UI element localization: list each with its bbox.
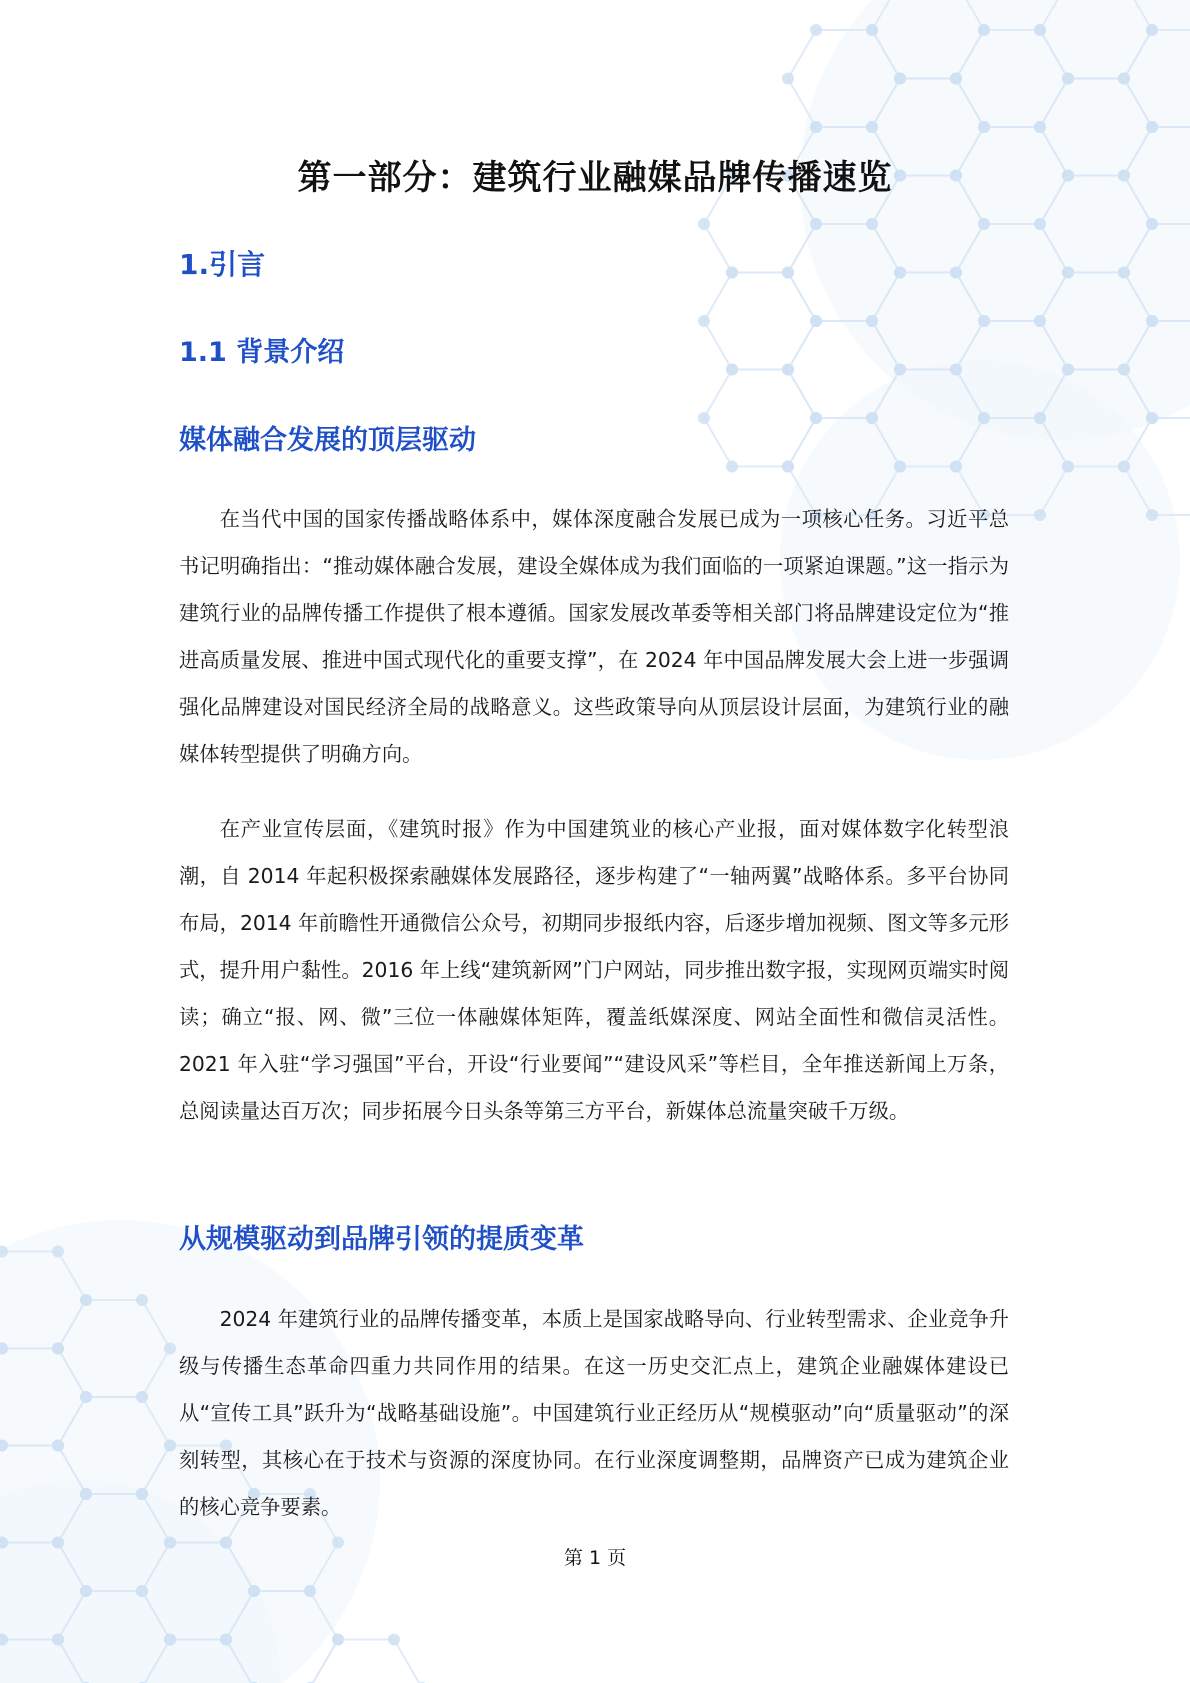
subsection-heading: 1.1 背景介绍 xyxy=(179,337,345,368)
topic-heading-media-convergence: 媒体融合发展的顶层驱动 xyxy=(179,425,476,456)
page-number: 第 1 页 xyxy=(563,1547,627,1569)
paragraph-brand-transformation: 2024 年建筑行业的品牌传播变革，本质上是国家战略导向、行业转型需求、企业竞争升级与传播生态革命四重力共同作用的结果。在这一历史交汇点上，建筑企业融媒体建设已从“宣传工具”跃升为“战略基础设施”。中国建筑行业正经历从“规模驱动”向“质量驱动”的深刻转型，其核心在于技术与资源的深度协同。在行业深度调整期，品牌资产已成为建筑企业的核心竞争要素。 xyxy=(179,1307,1009,1519)
paragraph-policy-drivers: 在当代中国的国家传播战略体系中，媒体深度融合发展已成为一项核心任务。习近平总书记明确指出：“推动媒体融合发展，建设全媒体成为我们面临的一项紧迫课题。”这一指示为建筑行业的品牌传播工作提供了根本遵循。国家发展改革委等相关部门将品牌建设定位为“推进高质量发展、推进中国式现代化的重要支撑”，在 2024 年中国品牌发展大会上进一步强调强化品牌建设对国民经济全局的战略意义。这些政策导向从顶层设计层面，为建筑行业的融媒体转型提供了明确方向。 xyxy=(179,507,1009,766)
page-title: 第一部分：建筑行业融媒品牌传播速览 xyxy=(297,158,893,198)
topic-heading-quality-transformation: 从规模驱动到品牌引领的提质变革 xyxy=(179,1224,584,1255)
section-heading: 1.引言 xyxy=(179,248,266,281)
paragraph-construction-times: 在产业宣传层面，《建筑时报》作为中国建筑业的核心产业报，面对媒体数字化转型浪潮，自 2014 年起积极探索融媒体发展路径，逐步构建了“一轴两翼”战略体系。多平台协同布局，2014 年前瞻性开通微信公众号，初期同步报纸内容，后逐步增加视频、图文等多元形式，提升用户黏性。2016 年上线“建筑新网”门户网站，同步推出数字报，实现网页端实时阅读；确立“报、网、微”三位一体融媒体矩阵，覆盖纸媒深度、网站全面性和微信灵活性。2021 年入驻“学习强国”平台，开设“行业要闻”“建设风采”等栏目，全年推送新闻上万条，总阅读量达百万次；同步拓展今日头条等第三方平台，新媒体总流量突破千万级。 xyxy=(179,817,1009,1123)
